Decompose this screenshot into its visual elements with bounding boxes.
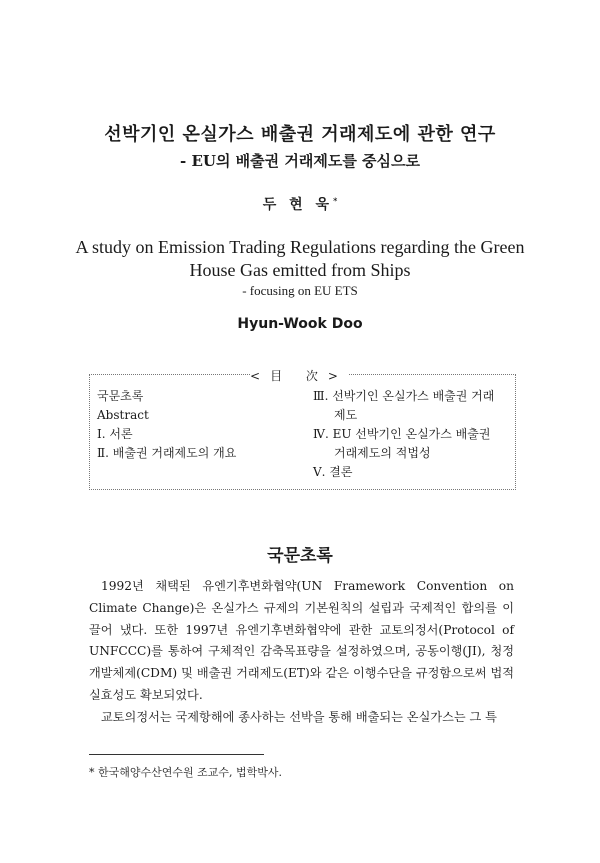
paper-title-english: A study on Emission Trading Regulations regarding the Green House Gas emitted from Ships	[75, 237, 525, 280]
toc-item: Ⅲ. 선박기인 온실가스 배출권 거래	[313, 389, 495, 403]
toc-item: Abstract	[97, 408, 149, 422]
toc-right-column	[313, 387, 513, 482]
author-name-english: Hyun-Wook Doo	[237, 316, 363, 332]
toc-item: Ⅰ. 서론	[97, 427, 133, 441]
author-footnote-mark: *	[333, 195, 338, 206]
toc-item: Ⅴ. 결론	[313, 465, 353, 479]
abstract-paragraph: 교토의정서는 국제항해에 종사하는 선박을 통해 배출되는 온실가스는 그 특	[101, 709, 497, 724]
paper-subtitle-english: - focusing on EU ETS	[242, 283, 358, 298]
footnote: * 한국해양수산연수원 조교수, 법학박사.	[89, 766, 282, 779]
toc-item-continuation: 거래제도의 적법성	[334, 446, 431, 460]
abstract-body	[89, 576, 514, 729]
author-name-korean-text: 두 현 욱	[262, 197, 334, 213]
abstract-paragraph: 1992년 채택된 유엔기후변화협약(UN Framework Convention on Climate Change)은 온실가스 규제의 기본원칙의 설립과 국제적인 합의를 이끌어 냈다. 또한 1997년 유엔기후변화협약에 관한 교토의정서(Protocol of UNFCCC)를 통하여 구체적인 감축목표량을 설정하였으며, 공동이행(JI), 청정개발체제(CDM) 및 배출권 거래제도(ET)와 같은 이행수단을 규정함으로써 법적 실효성도 확보되었다.	[89, 579, 514, 702]
footnote-divider	[89, 754, 264, 755]
toc-item: Ⅳ. EU 선박기인 온실가스 배출권	[313, 427, 491, 441]
toc-item-continuation: 제도	[334, 408, 358, 422]
toc-left-column	[97, 387, 297, 463]
abstract-heading: 국문초록	[267, 546, 333, 566]
paper-title-korean: 선박기인 온실가스 배출권 거래제도에 관한 연구	[104, 124, 496, 145]
toc-item: Ⅱ. 배출권 거래제도의 개요	[97, 446, 237, 460]
table-of-contents-heading: <目 次>	[250, 369, 348, 383]
author-name-korean	[0, 194, 600, 214]
paper-subtitle-korean: - EU의 배출권 거래제도를 중심으로	[180, 152, 420, 170]
toc-item: 국문초록	[97, 389, 144, 403]
